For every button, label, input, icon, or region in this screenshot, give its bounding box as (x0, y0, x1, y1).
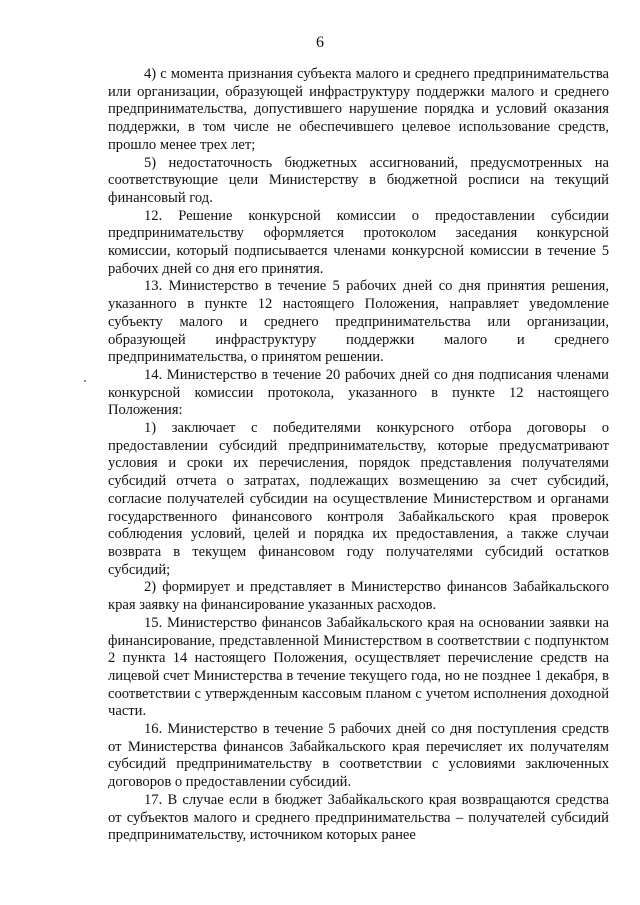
paragraph-14: 14. Министерство в течение 20 рабочих дней со дня подписания членами конкурсной комиссии протокола, указанного в пункте 12 настоящего Положения: (108, 366, 609, 419)
paragraph-13: 13. Министерство в течение 5 рабочих дней со дня принятия решения, указанного в пункте 12 настоящего Положения, направляет уведомление субъекту малого и среднего предпринимательства или организации, образующей инфраструктуру поддержки малого и среднего предпринимательства, о принятом решении. (108, 278, 609, 366)
document-body (108, 66, 609, 845)
paragraph-14-subitem-1: 1) заключает с победителями конкурсного отбора договоры о предоставлении субсидий предпринимательству, которые предусматривают условия и сроки их перечисления, порядок представления получателями субсидий отчета о затратах, подлежащих возмещению за счет субсидий, согласие получателей субсидии на осуществление Министерством и органами государственного финансового контроля Забайкальского края проверок соблюдения условий, целей и порядка их предоставления, а также случаи возврата в текущем финансовом году получателями субсидий остатков субсидий; (108, 420, 609, 578)
paragraph-4-subitem: 4) с момента признания субъекта малого и среднего предпринимательства или организации, образующей инфраструктуру поддержки малого и среднего предпринимательства, допустившего нарушение порядка и условий оказания поддержки, в том числе не обеспечившего целевое использование средств, прошло менее трех лет; (108, 66, 609, 153)
paragraph-15: 15. Министерство финансов Забайкальского края на основании заявки на финансирование, представленной Министерством в соответствии с подпунктом 2 пункта 14 настоящего Положения, осуществляет перечисление средств на лицевой счет Министерства в течение текущего года, но не позднее 1 декабря, в соответствии с утвержденным кассовым планом с учетом исполнения доходной части. (108, 614, 609, 720)
paragraph-12: 12. Решение конкурсной комиссии о предоставлении субсидии предпринимательству оформляется протоколом заседания конкурсной комиссии, который подписывается членами конкурсной комиссии в течение 5 рабочих дней со дня его принятия. (108, 207, 609, 277)
paragraph-14-subitem-2: 2) формирует и представляет в Министерство финансов Забайкальского края заявку на финансирование указанных расходов. (108, 579, 609, 614)
paragraph-17: 17. В случае если в бюджет Забайкальского края возвращаются средства от субъектов малого и среднего предпринимательства – получателей субсидий предпринимательству, источником которых ранее (108, 791, 609, 844)
page-number: 6 (316, 34, 324, 51)
paragraph-5-subitem: 5) недостаточность бюджетных ассигнований, предусмотренных на соответствующие цели Министерству в бюджетной росписи на текущий финансовый год. (108, 154, 609, 206)
paragraph-16: 16. Министерство в течение 5 рабочих дней со дня поступления средств от Министерства финансов Забайкальского края перечисляет их получателям субсидий предпринимательству в соответствии с условиями заключенных договоров о предоставлении субсидий. (108, 721, 609, 791)
scan-artifact (84, 380, 86, 382)
